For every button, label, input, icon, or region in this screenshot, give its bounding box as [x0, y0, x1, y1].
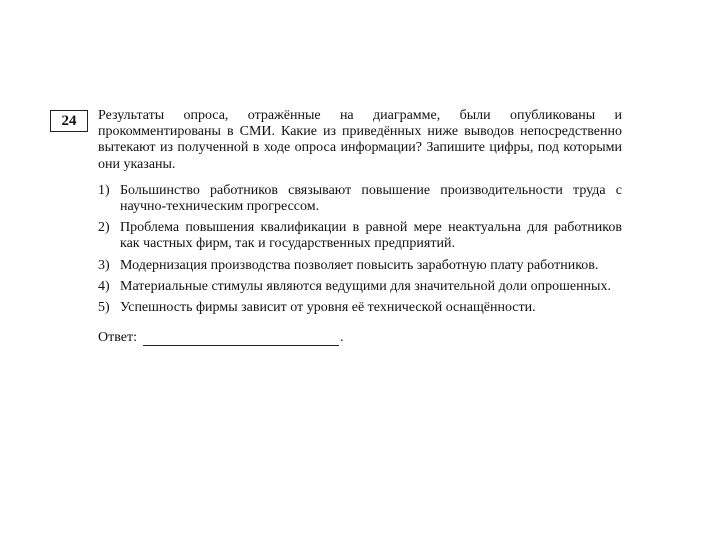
option-number: 2)	[98, 220, 110, 236]
option-5	[98, 300, 622, 316]
task-content	[98, 108, 622, 346]
option-number: 1)	[98, 182, 110, 198]
option-3	[98, 258, 622, 274]
answer-field[interactable]	[143, 331, 339, 346]
options-list	[98, 183, 622, 316]
question-text: Результаты опроса, отражённые на диаграмме, были опубликованы и прокомментированы в СМИ. Какие из приведённых ниже выводов непосредственно вытекают из полученной в ходе опроса информации? Запишите цифры, под которыми они указаны.	[98, 108, 622, 172]
option-text: Проблема повышения квалификации в равной мере неактуальна для работников как частных фирм, так и государственных предприятий.	[120, 220, 622, 252]
task-number-box	[50, 110, 88, 132]
task-number: 24	[61, 112, 77, 129]
option-text: Материальные стимулы являются ведущими для значительной доли опрошенных.	[120, 278, 611, 294]
option-number: 4)	[98, 278, 110, 294]
answer-row	[98, 330, 622, 346]
option-1	[98, 183, 622, 215]
option-number: 5)	[98, 300, 110, 316]
option-number: 3)	[98, 257, 110, 273]
option-2	[98, 220, 622, 252]
answer-end-dot: .	[339, 330, 344, 346]
answer-label: Ответ:	[98, 330, 137, 346]
option-4	[98, 279, 622, 295]
option-text: Успешность фирмы зависит от уровня её технической оснащённости.	[120, 300, 536, 316]
option-text: Модернизация производства позволяет повысить заработную плату работников.	[120, 257, 599, 273]
option-text: Большинство работников связывают повышение производительности труда с научно-техническим прогрессом.	[120, 182, 622, 215]
